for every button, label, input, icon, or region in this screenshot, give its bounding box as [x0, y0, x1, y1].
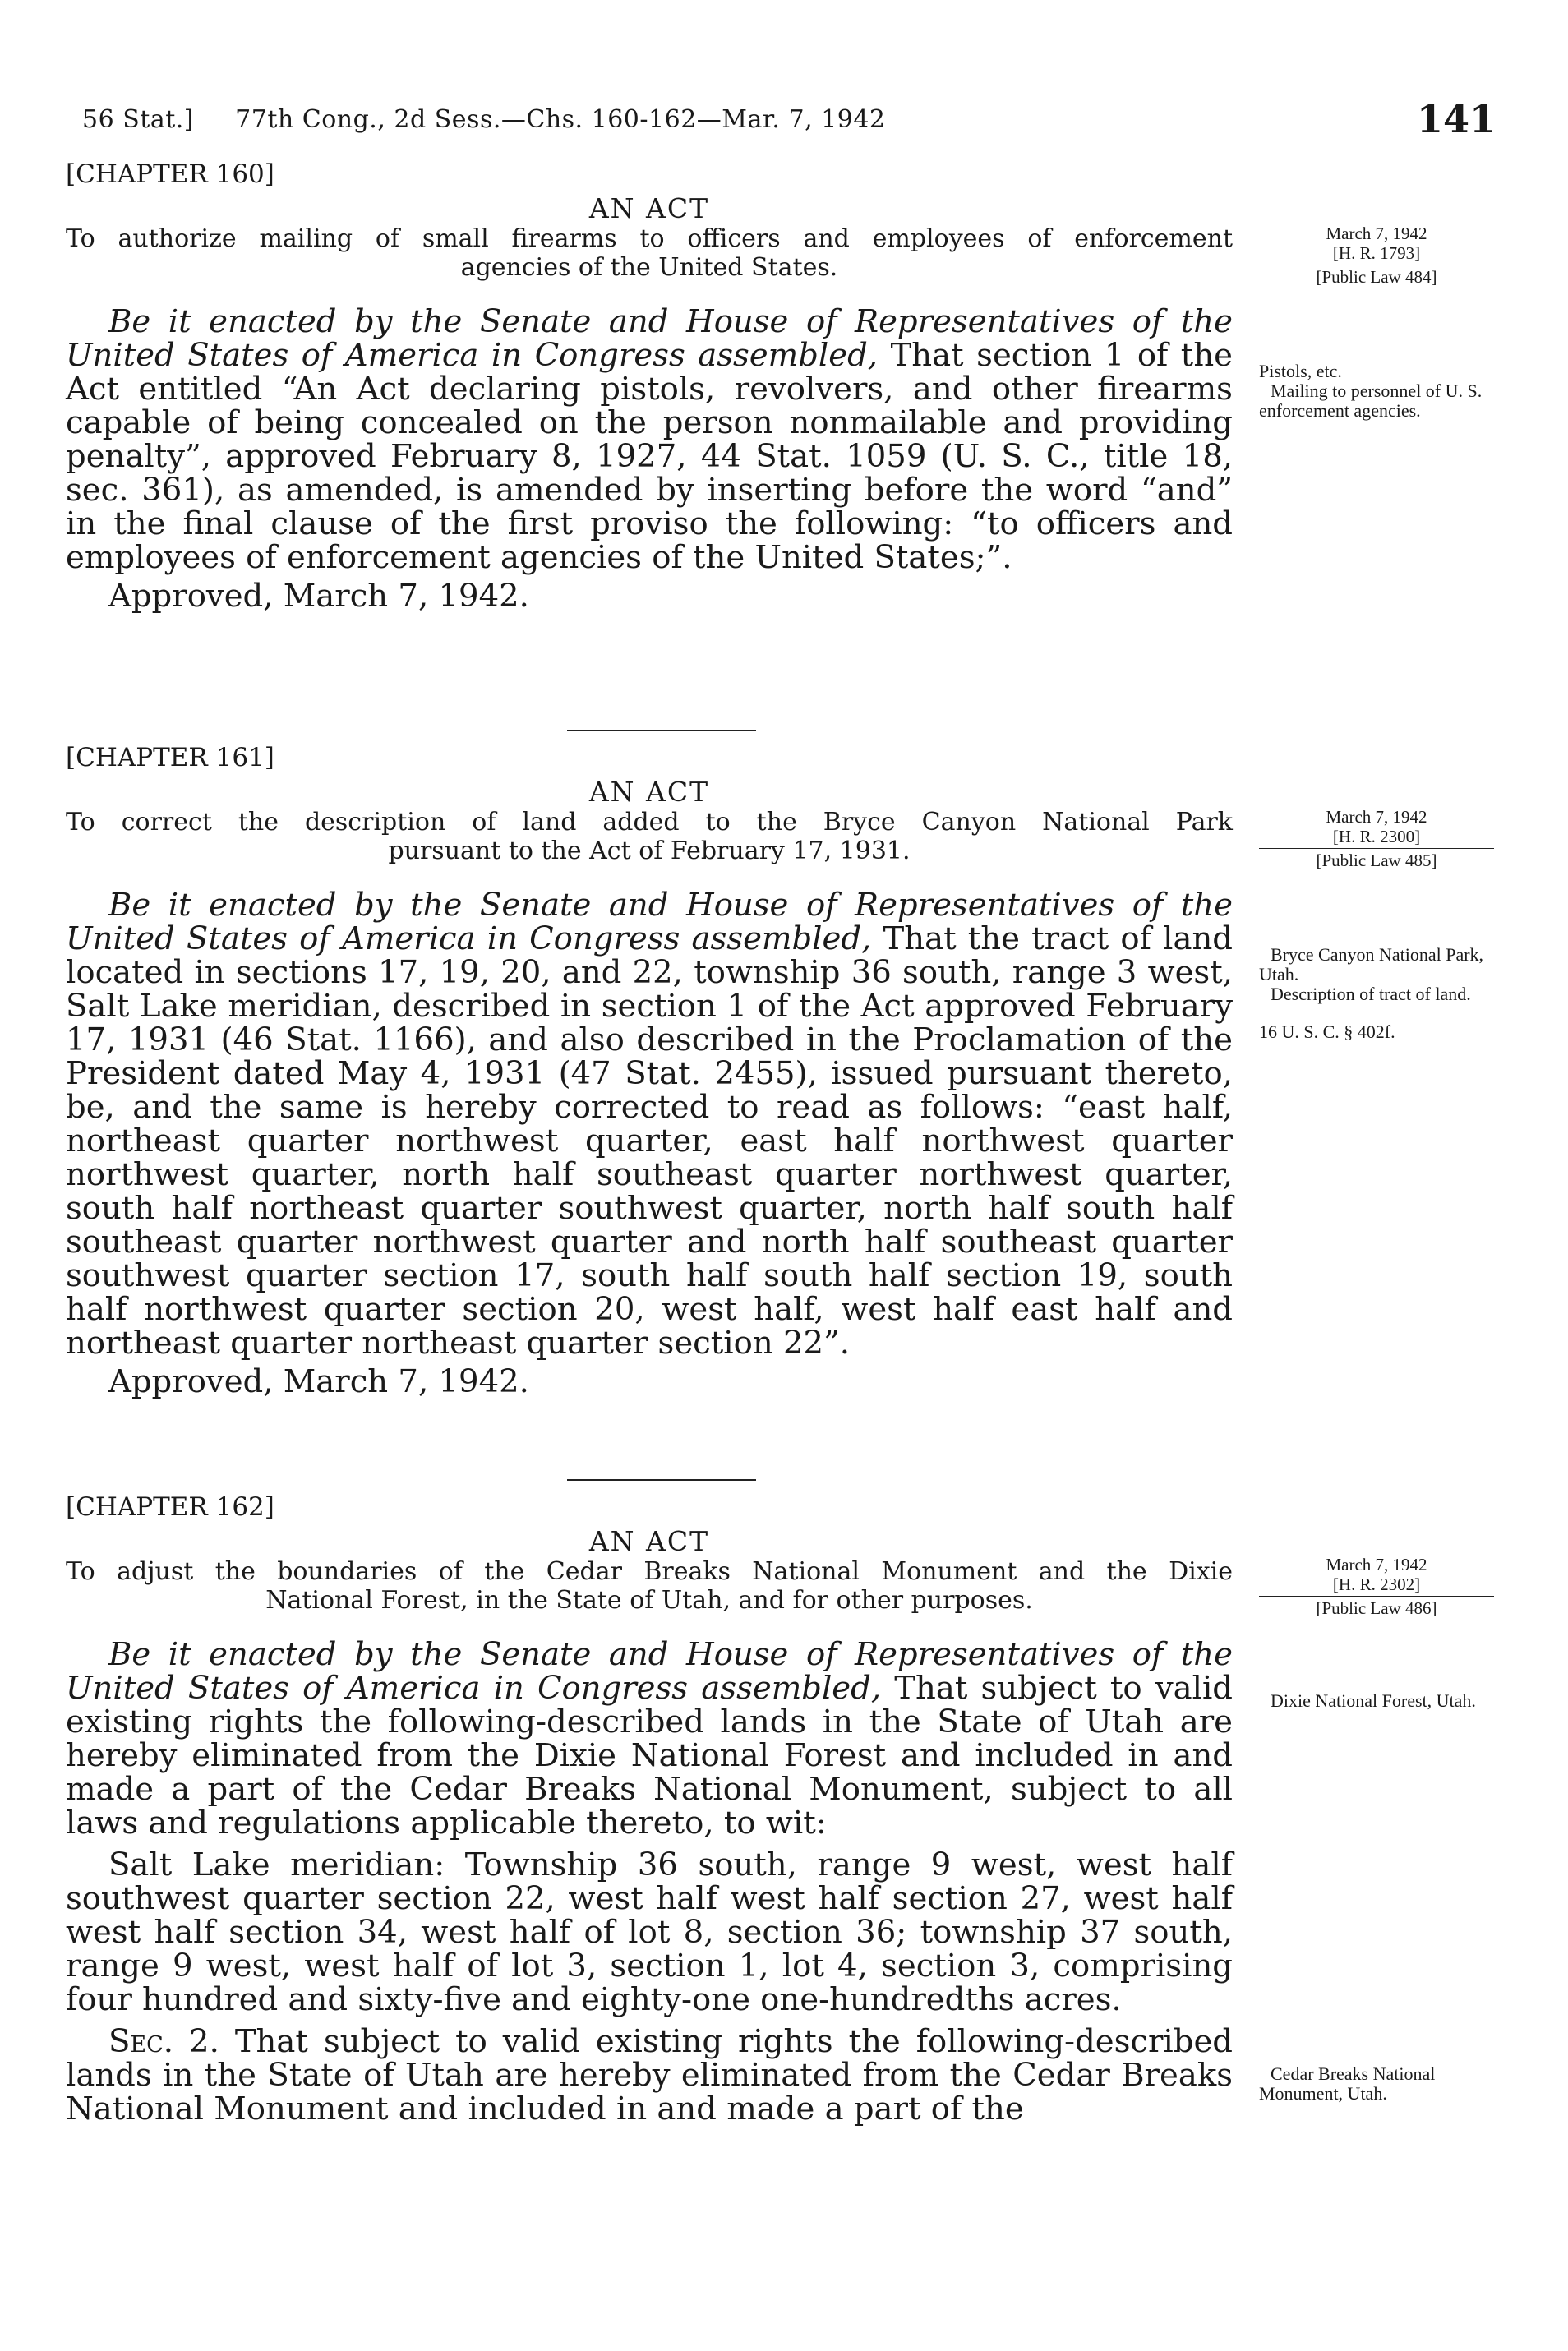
running-head-citation: 56 Stat.] 77th Cong., 2d Sess.—Chs. 160-162—Mar. 7, 1942: [82, 105, 886, 134]
act-title-line-1: To adjust the boundaries of the Cedar Breaks National Monument and the Dixie: [66, 1557, 1233, 1586]
margin-note-162a: [1259, 1691, 1494, 1711]
section-2-label: Sec. 2.: [108, 2023, 219, 2060]
enacting-clause: Be it enacted by the Senate and House of Representatives of the United States of America in Congress assembled,: [66, 1636, 1233, 1707]
margin-bill-number: [H. R. 2302]: [1332, 1574, 1421, 1594]
margin-note: Cedar Breaks National Monument, Utah.: [1259, 2063, 1436, 2104]
page-number: 141: [1416, 97, 1496, 141]
chapter-label: [CHAPTER 162]: [66, 1492, 274, 1522]
land-description-paragraph: Salt Lake meridian: Township 36 south, range 9 west, west half southwest quarter section 22, west half west half section 27, west half west half section 34, west half of lot 8, section 36; township 37 south, range 9 west, west half of lot 3, section 1, lot 4, section 3, comprising four hundred and sixty-five and eighty-one one-hundredths acres.: [66, 1846, 1233, 2018]
margin-date: March 7, 1942: [1326, 1555, 1427, 1574]
enacting-clause: Be it enacted by the Senate and House of Representatives of the United States of America in Congress assembled,: [66, 887, 1233, 957]
section-2-paragraph: [66, 2025, 1233, 2126]
act-title: [66, 1557, 1233, 1615]
enacting-paragraph: [66, 305, 1233, 574]
margin-bill-number: [H. R. 1793]: [1332, 243, 1421, 263]
approval-line: Approved, March 7, 1942.: [108, 1363, 529, 1400]
margin-note-162b: [1259, 2064, 1494, 2104]
margin-citation: [1259, 807, 1494, 870]
margin-citation: [1259, 224, 1494, 287]
an-act-heading: AN ACT: [588, 776, 710, 808]
act-title: [66, 808, 1233, 865]
margin-note: Dixie National Forest, Utah.: [1271, 1690, 1476, 1711]
margin-note: Bryce Canyon National Park, Utah.: [1259, 944, 1484, 984]
margin-date: March 7, 1942: [1326, 807, 1427, 827]
margin-reference-161: [1259, 807, 1494, 870]
margin-note-161: [1259, 945, 1494, 1042]
approval-line: Approved, March 7, 1942.: [108, 578, 529, 615]
running-head: [82, 97, 1496, 146]
margin-public-law: [Public Law 485]: [1259, 848, 1494, 870]
margin-citation: [1259, 1555, 1494, 1618]
act-title: [66, 224, 1233, 282]
chapter-160: [66, 159, 1233, 613]
section-text: That the tract of land located in sections 17, 19, 20, and 22, township 36 south, range 3 west, Salt Lake meridian, described in section 1 of the Act approved February 17, 1931 (46 Stat. 1166), and also described in the Proclamation of the President dated May 4, 1931 (47 Stat. 2455), issued pursuant thereto, be, and the same is hereby corrected to read as follows: “east half, northeast quarter northwest quarter, east half northwest quarter northwest quarter, north half southeast quarter northwest quarter, south half northeast quarter southwest quarter, north half south half southeast quarter northwest quarter and north half southeast quarter southwest quarter section 17, south half south half section 19, south half northwest quarter section 20, west half, west half east half and northeast quarter northeast quarter section 22”.: [66, 920, 1233, 1362]
act-title-line-2: National Forest, in the State of Utah, and for other purposes.: [265, 1586, 1033, 1615]
an-act-heading: AN ACT: [588, 192, 710, 224]
act-body: [66, 1638, 1233, 2126]
act-body: [66, 305, 1233, 574]
margin-public-law: [Public Law 484]: [1259, 265, 1494, 287]
enacting-paragraph: [66, 888, 1233, 1360]
section-2-text: That subject to valid existing rights the following-described lands in the State of Utah are hereby eliminated from the Cedar Breaks National Monument and included in and made a part of the: [66, 2023, 1233, 2127]
an-act-heading: AN ACT: [588, 1525, 710, 1557]
margin-public-law: [Public Law 486]: [1259, 1596, 1494, 1618]
section-divider: [567, 1479, 756, 1481]
section-text: That section 1 of the Act entitled “An Act declaring pistols, revolvers, and other firearms capable of being concealed on the person nonmailable and providing penalty”, approved February 8, 1927, 44 Stat. 1059 (U. S. C., title 18, sec. 361), as amended, is amended by inserting before the word “and” in the final clause of the first proviso the following: “to officers and employees of enforcement agencies of the United States;”.: [66, 337, 1233, 576]
act-title-line-1: To authorize mailing of small firearms to officers and employees of enforcement: [66, 224, 1233, 253]
act-title-line-1: To correct the description of land added to the Bryce Canyon National Park: [66, 808, 1233, 837]
enacting-paragraph: [66, 1638, 1233, 1840]
enacting-clause: Be it enacted by the Senate and House of Representatives of the United States of America in Congress assembled,: [66, 303, 1233, 374]
act-body: [66, 888, 1233, 1360]
act-title-line-2: agencies of the United States.: [460, 253, 838, 282]
margin-date: March 7, 1942: [1326, 224, 1427, 243]
margin-note: Pistols, etc.: [1259, 361, 1342, 381]
section-text: That subject to valid existing rights the following-described lands in the State of Utah are hereby eliminated from the Dixie National Forest and included in and made a part of the Cedar Breaks National Monument, subject to all laws and regulations applicable thereto, to wit:: [66, 1670, 1233, 1842]
section-divider: [567, 730, 756, 731]
margin-reference-160: [1259, 224, 1494, 287]
chapter-162: [66, 1492, 1233, 2126]
margin-note-160: [1259, 362, 1494, 421]
margin-reference-162: [1259, 1555, 1494, 1618]
act-title-line-2: pursuant to the Act of February 17, 1931.: [388, 837, 911, 865]
margin-note: Mailing to personnel of U. S. enforcement agencies.: [1259, 380, 1483, 421]
chapter-161: [66, 743, 1233, 1399]
margin-bill-number: [H. R. 2300]: [1332, 827, 1421, 846]
margin-note: Description of tract of land.: [1271, 984, 1471, 1004]
chapter-label: [CHAPTER 160]: [66, 159, 274, 189]
margin-note: 16 U. S. C. § 402f.: [1259, 1021, 1395, 1042]
chapter-label: [CHAPTER 161]: [66, 743, 274, 772]
